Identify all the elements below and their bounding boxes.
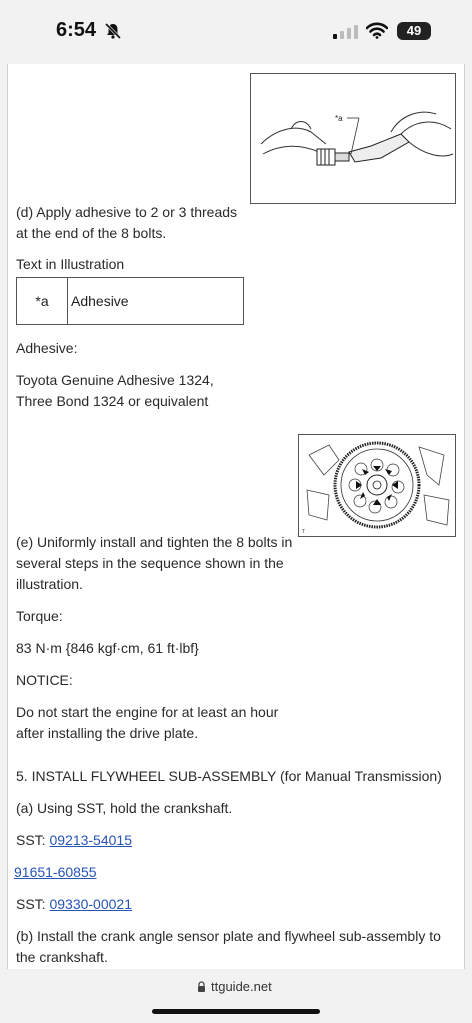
- status-bar: [0, 0, 472, 64]
- svg-text:T: T: [302, 529, 306, 535]
- adhesive-value: Toyota Genuine Adhesive 1324, Three Bond 1324 or equivalent: [16, 372, 214, 409]
- illustration-value: Adhesive: [71, 293, 129, 309]
- sst-link-09330-00021[interactable]: 09330-00021: [49, 896, 132, 912]
- adhesive-illustration: [250, 73, 456, 204]
- step-a: (a) Using SST, hold the crankshaft.: [16, 800, 233, 816]
- sst-label: SST:: [16, 832, 46, 848]
- torque-value: 83 N·m {846 kgf·cm, 61 ft·lbf}: [16, 640, 199, 656]
- lock-icon: [197, 981, 206, 992]
- wifi-icon: [366, 22, 388, 39]
- sst-line-1: [16, 830, 132, 851]
- home-indicator[interactable]: [152, 1009, 320, 1014]
- text-in-illustration-heading: Text in Illustration: [16, 256, 125, 272]
- illustration-key: *a: [17, 278, 68, 324]
- section-5-heading: 5. INSTALL FLYWHEEL SUB-ASSEMBLY (for Manual Transmission): [16, 768, 442, 784]
- sst-label: SST:: [16, 896, 46, 912]
- sst-line-2: [14, 862, 97, 883]
- browser-address-bar[interactable]: [0, 969, 472, 1023]
- sst-link-09213-54015[interactable]: 09213-54015: [49, 832, 132, 848]
- battery-indicator: 49: [397, 22, 431, 40]
- notice-label: NOTICE:: [16, 672, 73, 688]
- callout-label: *a: [335, 114, 343, 123]
- status-time: 6:54: [56, 19, 97, 41]
- step-d: (d) Apply adhesive to 2 or 3 threads at the end of the 8 bolts.: [16, 204, 238, 241]
- url-text[interactable]: ttguide.net: [211, 979, 272, 994]
- manual-page: [7, 64, 465, 969]
- illustration-table: [16, 277, 244, 325]
- step-e: (e) Uniformly install and tighten the 8 bolts in several steps in the sequence shown in the illustration.: [16, 534, 293, 592]
- step-b: (b) Install the crank angle sensor plate and flywheel sub-assembly to the crankshaft.: [16, 928, 441, 965]
- adhesive-label: Adhesive:: [16, 340, 78, 356]
- bolt-sequence-illustration: [298, 434, 456, 537]
- notice-text: Do not start the engine for at least an hour after installing the drive plate.: [16, 704, 279, 741]
- sst-line-3: [16, 894, 132, 915]
- cellular-signal-icon: [333, 25, 359, 39]
- torque-label: Torque:: [16, 608, 63, 624]
- bell-muted-icon: [104, 22, 122, 40]
- sst-link-91651-60855[interactable]: 91651-60855: [14, 864, 97, 880]
